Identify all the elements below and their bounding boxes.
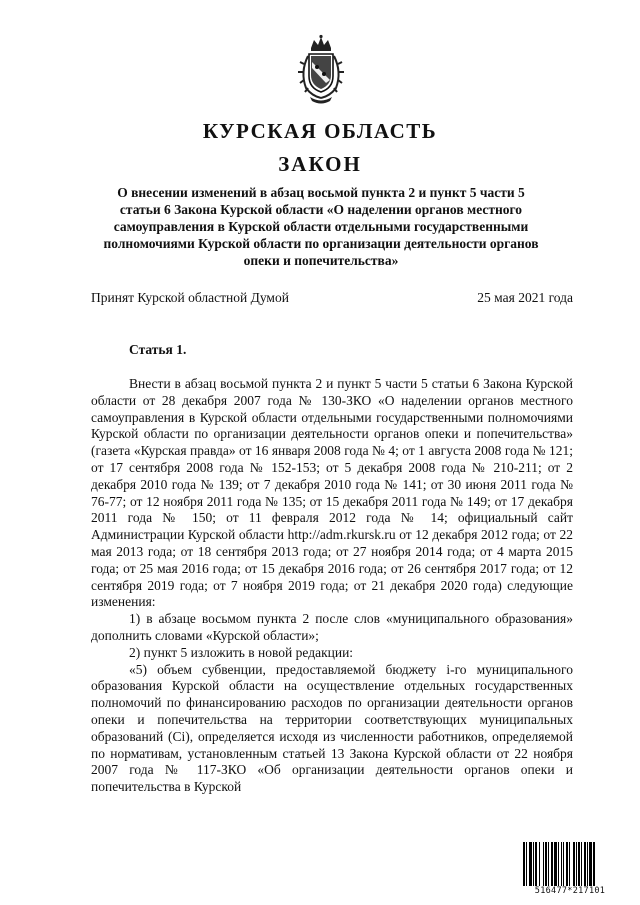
- barcode-number: 516477*217101: [534, 886, 606, 896]
- article-paragraph: «5) объем субвенции, предоставляемой бюджету i-го муниципального образования Курской области на осуществление отдельных государственных полномочий по финансированию расходов по организации деятельности органов опеки и попечительства на территории соответствующих муниципальных образований (Ci), определяется исходя из численности работников, определяемой по нормативам, установленным статьей 13 Закона Курской области от 22 ноября 2007 года № 117-ЗКО «Об организации деятельности органов опеки и попечительства в Курской: [91, 661, 573, 795]
- coat-of-arms-icon: [296, 34, 346, 106]
- barcode-icon: [522, 842, 618, 886]
- document-type-title: ЗАКОН: [278, 152, 362, 176]
- law-subtitle: О внесении изменений в абзац восьмой пункта 2 и пункт 5 части 5 статьи 6 Закона Курской области «О наделении органов местного самоуправления в Курской области отдельными государственными полномочиями Курской области по организации деятельности органов опеки и попечительства»: [103, 185, 539, 268]
- article-body: [91, 376, 573, 796]
- article-paragraph: 2) пункт 5 изложить в новой редакции:: [129, 644, 354, 660]
- region-title: КУРСКАЯ ОБЛАСТЬ: [202, 119, 438, 143]
- barcode: [522, 842, 618, 896]
- adoption-date: 25 мая 2021 года: [477, 290, 573, 305]
- adopting-body: Принят Курской областной Думой: [91, 290, 289, 305]
- article-paragraph: 1) в абзаце восьмом пункта 2 после слов «муниципального образования» дополнить словами «Курской области»;: [91, 611, 573, 643]
- article-paragraph: Внести в абзац восьмой пункта 2 и пункт 5 части 5 статьи 6 Закона Курской области от 28 декабря 2007 года № 130-ЗКО «О наделении органов местного самоуправления в Курской области отдельными государственными полномочиями Курской области по организации деятельности органов опеки и попечительства» (газета «Курская правда» от 16 января 2008 года № 4; от 1 августа 2008 года № 121; от 17 сентября 2008 года № 152-153; от 5 декабря 2008 года № 210-211; от 2 декабря 2010 года № 139; от 7 декабря 2010 года № 141; от 30 июня 2011 года № 76-77; от 12 ноября 2011 года № 135; от 15 декабря 2011 года № 149; от 17 декабря 2011 года № 150; от 11 февраля 2012 года № 14; официальный сайт Администрации Курской области http://adm.rkursk.ru от 12 декабря 2012 года; от 22 мая 2013 года; от 18 сентября 2013 года; от 27 ноября 2014 года; от 4 марта 2015 года; от 25 мая 2016 года; от 15 декабря 2016 года; от 26 сентября 2017 года; от 12 сентября 2019 года; от 7 ноября 2019 года; от 21 декабря 2020 года) следующие изменения:: [91, 376, 573, 610]
- article-heading: Статья 1.: [129, 342, 187, 357]
